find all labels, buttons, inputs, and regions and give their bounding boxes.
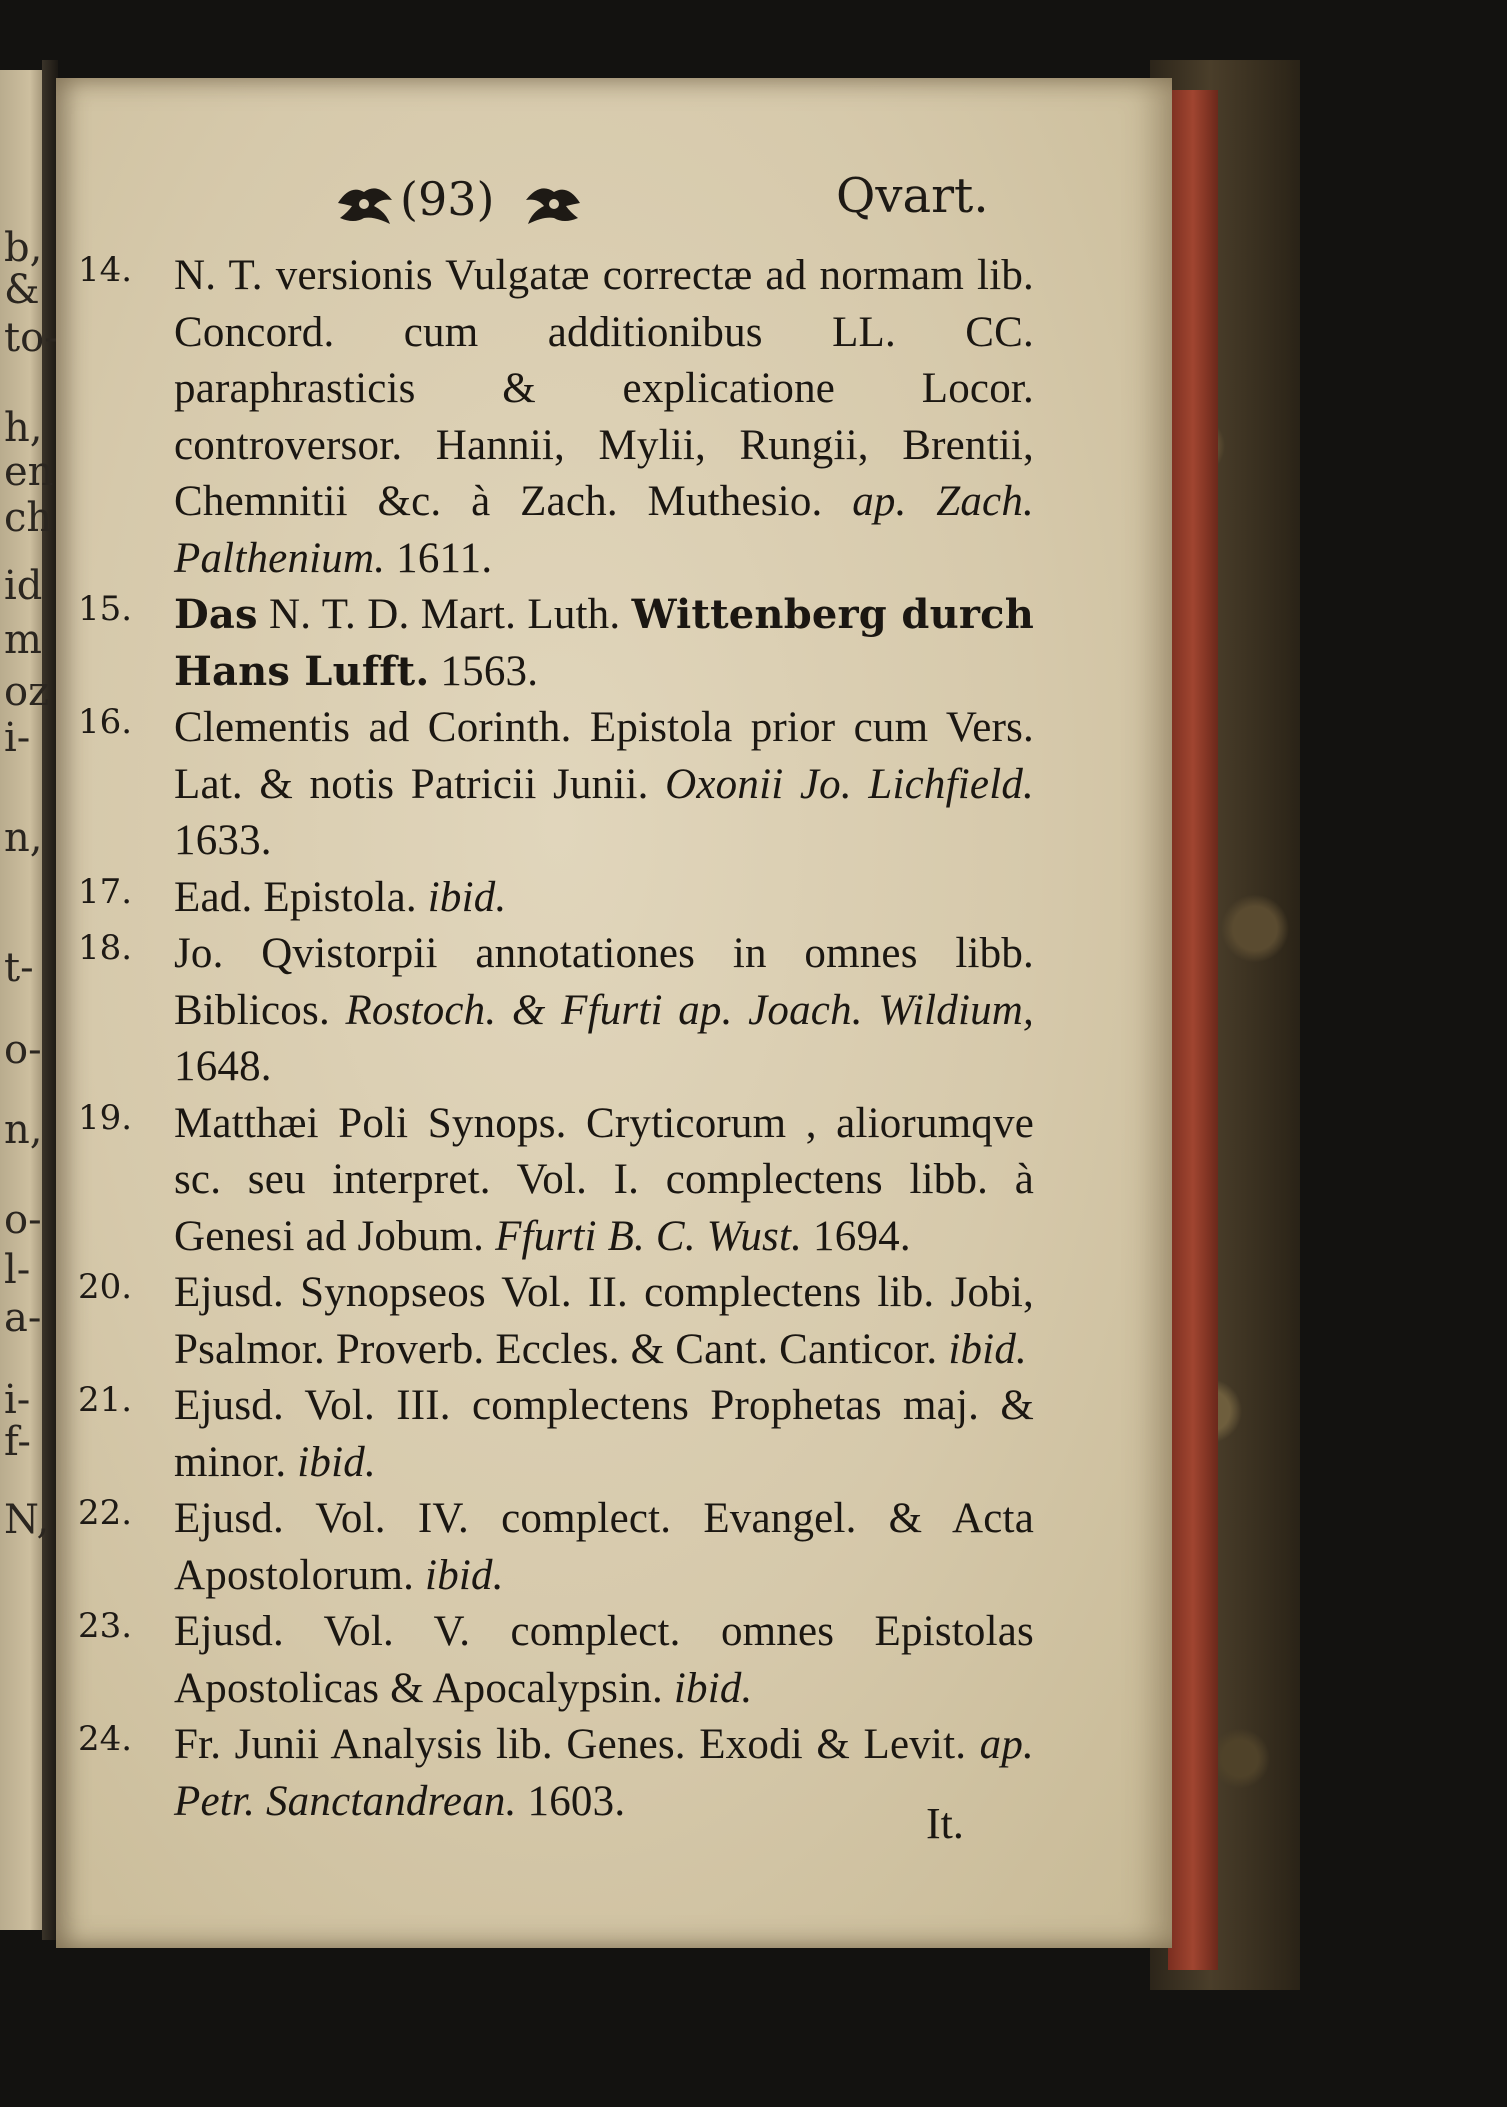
catalogue-entry [56,700,1172,870]
facing-page-fragment: i- [4,715,31,761]
catalogue-entry [56,1491,1172,1604]
entry-number: 18. [78,928,133,968]
entry-text [174,1096,1034,1266]
imprint-text: ap. Zach. Palthenium. [174,478,1034,582]
facing-page-fragment: t- [4,945,34,991]
entry-text [174,1717,1034,1830]
imprint-text: ibid. [427,873,507,921]
catalogue-entry [56,1096,1172,1266]
facing-page-fragment: m [4,617,42,663]
entry-number: 15. [78,589,133,629]
imprint-text: ibid. [948,1325,1027,1373]
entry-number: 22. [78,1493,133,1533]
entry-text [174,1265,1034,1378]
facing-page-fragment: l- [4,1247,31,1293]
facing-page-fragment: ch [4,495,53,541]
title-text: Fr. Junii Analysis lib. Genes. Exodi & Levit. [174,1721,980,1768]
entry-text [174,248,1034,587]
running-head: Qvart. [836,168,989,224]
entry-number: 14. [78,250,133,290]
title-text: Ejusd. Vol. V. complect. omnes Epistolas Apostolicas & Apocalypsin. [174,1608,1034,1712]
facing-page-fragment: a- [4,1295,42,1341]
title-text: Ead. Epistola. [174,873,428,921]
entry-number: 19. [78,1097,133,1138]
page-edges [1168,90,1218,1970]
imprint-text: ibid. [425,1551,504,1599]
ornament-right-icon [522,178,584,228]
title-text: 1611. [385,534,493,582]
catalogue-entry [56,248,1172,587]
catchword: It. [926,1799,964,1848]
imprint-text: ap. Petr. Sanctandrean. [174,1721,1034,1825]
facing-page-fragment: to- [4,315,58,361]
entry-text [174,700,1034,870]
catalogue-entry [56,1265,1172,1378]
facing-page-fragment: o- [4,1027,42,1073]
facing-page-fragment: f- [4,1419,31,1465]
facing-page-fragment: id [4,563,43,609]
facing-page-fragment: h, [4,405,43,451]
entry-number: 24. [78,1719,133,1759]
imprint-text: Ffurti B. C. Wust. [495,1212,803,1260]
facing-page-fragment: & [4,267,40,313]
page-header [56,168,1172,238]
title-text: Clementis ad Corinth. Epistola prior cum Vers. Lat. & notis Patricii Junii. [174,704,1034,808]
ornament-left-icon [334,178,396,228]
facing-page-fragment: n, [4,815,43,861]
title-text: N. T. D. Mart. Luth. [257,591,632,638]
title-text: 1603. [516,1777,626,1825]
entry-number: 16. [78,702,133,742]
facing-page-fragment: n, [4,1107,43,1153]
facing-page-fragment: N, [4,1497,50,1543]
title-text: Ejusd. Synopseos Vol. II. complectens lib. Jobi, Psalmor. Proverb. Eccles. & Cant. Canticor. [174,1269,1034,1373]
entry-text [174,587,1034,700]
title-text: N. T. versionis Vulgatæ correctæ ad normam lib. Concord. cum additionibus LL. CC. paraphrasticis & explicatione Locor. controversor. Hannii, Mylii, Rungii, Brentii, Chemnitii &c. à Zach. Muthesio. [174,252,1034,525]
entry-text [174,1378,1034,1491]
entry-text [174,870,1034,927]
imprint-text: ibid. [297,1438,376,1486]
title-text: 1694. [802,1212,911,1260]
catalogue-entry [56,1604,1172,1717]
title-text: Jo. Qvistorpii annotationes in omnes libb. Biblicos. [174,930,1034,1034]
title-text: 1563. [429,647,539,695]
facing-page-fragment: en [4,449,54,495]
entry-number: 21. [78,1380,133,1420]
catalogue-entry [56,587,1172,700]
facing-page-fragment: o- [4,1197,42,1243]
imprint-text: ibid. [673,1664,753,1712]
title-text: Ejusd. Vol. IV. complect. Evangel. & Acta Apostolorum. [174,1495,1034,1599]
imprint-text: Oxonii Jo. Lichfield. [665,760,1034,808]
catalogue-entry [56,1378,1172,1491]
entry-number: 23. [78,1606,133,1646]
entry-number: 17. [78,871,133,912]
blackletter-text: Das [174,591,258,638]
facing-page-fragment: oz [4,669,50,715]
entry-number: 20. [78,1267,133,1307]
title-text: Matthæi Poli Synops. Cryticorum , aliorumqve sc. seu interpret. Vol. I. complectens libb. à Genesi ad Jobum. [174,1099,1034,1260]
title-text: 1633. [174,817,272,864]
page [56,78,1172,1948]
title-text: Ejusd. Vol. III. complectens Prophetas maj. & minor. [174,1382,1034,1486]
imprint-text: Rostoch. & Ffurti ap. Joach. Wildium, [345,986,1034,1034]
blackletter-text: Wittenberg durch Hans Lufft. [174,591,1034,695]
facing-page-fragment: b, [4,225,43,271]
facing-page-fragment: i- [4,1377,31,1423]
catalogue-entry [56,926,1172,1096]
catalogue-entry [56,870,1172,927]
entry-text [174,926,1034,1096]
catalogue-entry [56,1717,1172,1830]
entry-text [174,1604,1034,1717]
entry-text [174,1491,1034,1604]
page-number: (93) [400,172,495,226]
title-text: 1648. [174,1043,272,1090]
catalogue-entries [56,248,1172,1830]
